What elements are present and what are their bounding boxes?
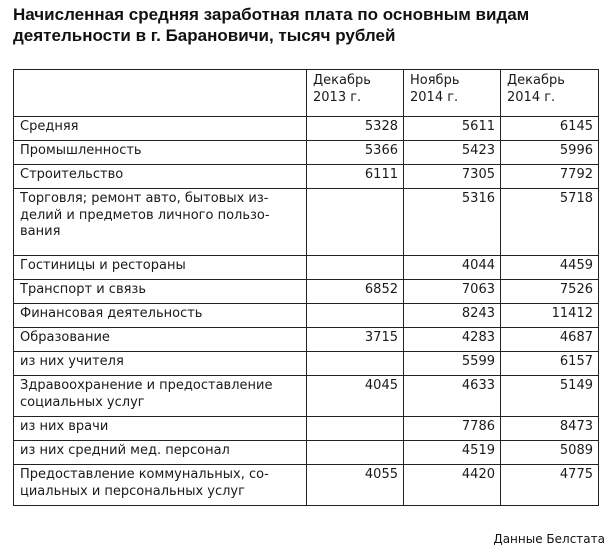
table-row [14,441,599,465]
value-dec-2014: 5149 [501,376,599,417]
value-nov-2014: 7786 [404,417,501,441]
value-dec-2013: 5366 [307,141,404,165]
value-dec-2013: 4055 [307,465,404,506]
header-dec-2013: Декабрь 2013 г. [307,70,404,117]
value-dec-2014: 5718 [501,189,599,256]
row-label: Гостиницы и рестораны [14,256,307,280]
row-label: из них врачи [14,417,307,441]
value-nov-2014: 5611 [404,117,501,141]
row-label: Средняя [14,117,307,141]
table-row [14,141,599,165]
value-dec-2014: 7526 [501,280,599,304]
table-row [14,256,599,280]
value-nov-2014: 4519 [404,441,501,465]
row-label: Финансовая деятельность [14,304,307,328]
value-dec-2013: 6111 [307,165,404,189]
value-dec-2013 [307,304,404,328]
value-dec-2013 [307,256,404,280]
header-category [14,70,307,117]
value-dec-2014: 4459 [501,256,599,280]
table-row [14,304,599,328]
value-nov-2014: 5423 [404,141,501,165]
table-row [14,280,599,304]
value-nov-2014: 5599 [404,352,501,376]
row-label: Здравоохранение и предоставление социальных услуг [14,376,307,417]
table-row [14,328,599,352]
value-dec-2014: 8473 [501,417,599,441]
table-row [14,352,599,376]
value-dec-2013: 3715 [307,328,404,352]
header-nov-2014: Ноябрь 2014 г. [404,70,501,117]
table-row [14,165,599,189]
value-dec-2014: 5996 [501,141,599,165]
value-dec-2014: 5089 [501,441,599,465]
value-dec-2013 [307,352,404,376]
table-title: Начисленная средняя заработная плата по основным видам деятельности в г. Барановичи, тысяч рублей [13,5,530,45]
value-dec-2013: 4045 [307,376,404,417]
value-dec-2013 [307,189,404,256]
source-note: Данные Белстата [493,532,605,546]
table-row [14,117,599,141]
value-nov-2014: 8243 [404,304,501,328]
value-nov-2014: 4283 [404,328,501,352]
table-row [14,376,599,417]
row-label: из них средний мед. персонал [14,441,307,465]
table-row [14,189,599,256]
value-nov-2014: 4420 [404,465,501,506]
value-dec-2014: 4775 [501,465,599,506]
header-dec-2014: Декабрь 2014 г. [501,70,599,117]
value-nov-2014: 5316 [404,189,501,256]
value-dec-2014: 6157 [501,352,599,376]
value-dec-2013: 5328 [307,117,404,141]
value-dec-2014: 4687 [501,328,599,352]
row-label: Транспорт и связь [14,280,307,304]
value-dec-2013 [307,441,404,465]
value-dec-2014: 7792 [501,165,599,189]
value-dec-2014: 6145 [501,117,599,141]
value-dec-2013: 6852 [307,280,404,304]
table-row [14,417,599,441]
row-label: Образование [14,328,307,352]
row-label: Строительство [14,165,307,189]
table-row [14,465,599,506]
row-label: Торговля; ремонт авто, бытовых из- делий и предметов личного пользо- вания [14,189,307,256]
table-header-row [14,70,599,117]
row-label: Предоставление коммунальных, со- циальных и персональных услуг [14,465,307,506]
row-label: Промышленность [14,141,307,165]
value-nov-2014: 7305 [404,165,501,189]
value-nov-2014: 7063 [404,280,501,304]
wages-table [13,69,599,506]
value-nov-2014: 4633 [404,376,501,417]
row-label: из них учителя [14,352,307,376]
value-nov-2014: 4044 [404,256,501,280]
value-dec-2014: 11412 [501,304,599,328]
value-dec-2013 [307,417,404,441]
